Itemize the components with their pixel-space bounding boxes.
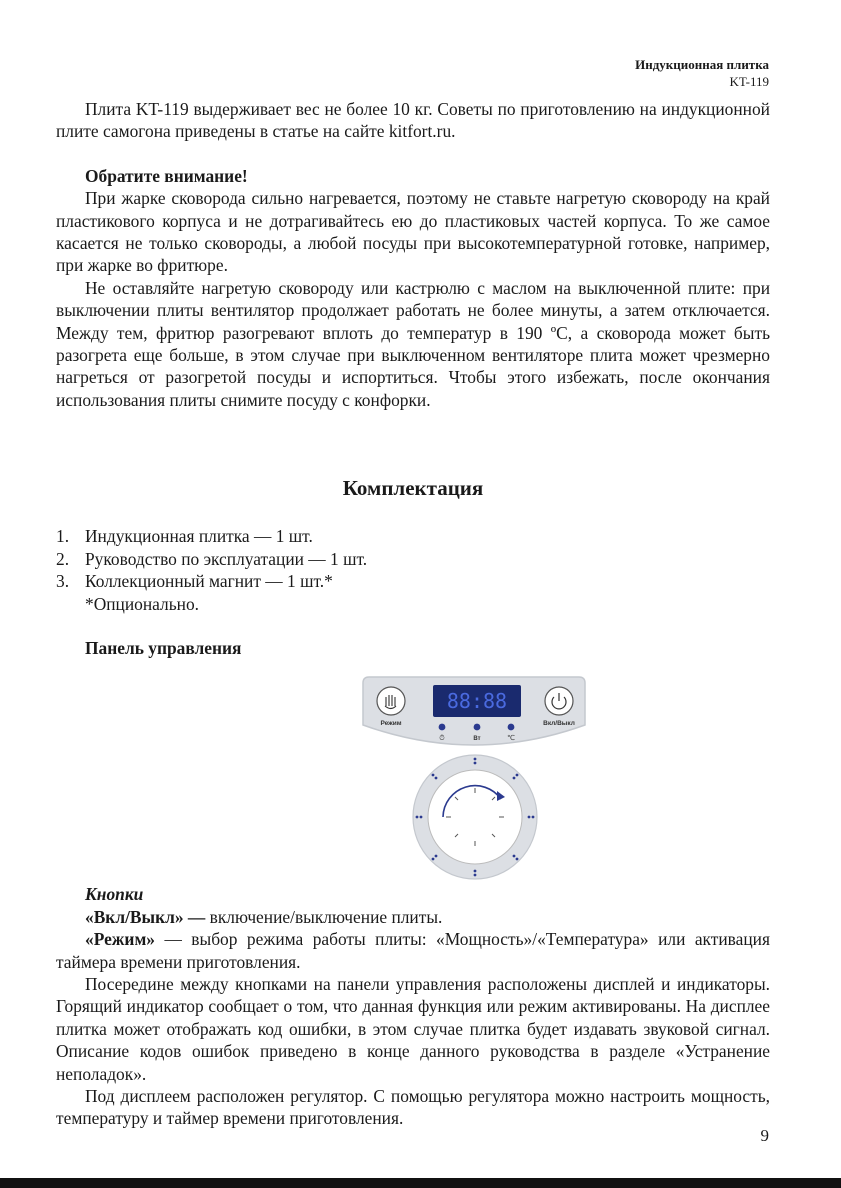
notice-paragraph-2: Не оставляйте нагретую сковороду или кастрюлю с маслом на выключенной плите: при выключении плиты вентилятор продолжает работать не более минуты, а затем отключается. Между тем, фритюр разогревают вплоть до температур в 190 ºС, а сковорода может быть разогрета еще больше, в этом случае при выключенном вентиляторе плита может чрезмерно нагреться от разогретой посуды и испортиться. Чтобы этого избежать, после окончания использования плиты снимите посуду с конфорки. [56, 277, 770, 410]
notice-heading: Обратите внимание! [85, 165, 248, 186]
buttons-mode-paragraph [56, 928, 770, 973]
timer-indicator-label: ⏱ [439, 734, 445, 743]
list-item-text: Руководство по эксплуатации — 1 шт. [85, 548, 368, 569]
list-item [56, 525, 770, 547]
page-content [56, 98, 770, 1130]
list-item [56, 548, 770, 570]
temperature-indicator-label: ℃ [507, 734, 515, 743]
buttons-paragraph-4: Под дисплеем расположен регулятор. С помощью регулятора можно настроить мощность, температуру и таймер времени приготовления. [56, 1085, 770, 1129]
footer-bar [0, 1178, 841, 1188]
page-number: 9 [760, 1126, 769, 1145]
list-item-text: Индукционная плитка — 1 шт. [85, 526, 313, 547]
power-button-name: «Вкл/Выкл» — [85, 906, 206, 927]
mode-button-name: «Режим» [85, 929, 155, 950]
list-item-number: 2. [56, 548, 70, 569]
kit-footnote: *Опционально. [85, 593, 200, 614]
regulator-knob[interactable] [411, 753, 539, 881]
notice-paragraph-1: При жарке сковорода сильно нагревается, поэтому не ставьте нагретую сковороду на край пластикового корпуса и не дотрагивайтесь ею до пластиковых частей корпуса. То же самое касается не только сковороды, а любой посуды при высокотемпературной готовке, например, при жарке во фритюре. [56, 188, 770, 276]
kit-heading: Комплектация [342, 476, 484, 501]
power-button-label: Вкл/Выкл [543, 720, 575, 728]
control-panel-figure [56, 673, 770, 883]
intro-paragraph: Плита KT-119 выдерживает вес не более 10 кг. Советы по приготовлению на индукционной плите самогона приведены в статье на сайте kitfort.ru. [56, 99, 770, 142]
panel-heading: Панель управления [85, 637, 242, 658]
buttons-power-paragraph [56, 906, 770, 928]
header-title: Индукционная плитка [635, 57, 769, 72]
mode-button-desc: — выбор режима работы плиты: «Мощность»/«Температура» или активация таймера времени приготовления. [56, 929, 770, 972]
mode-button[interactable] [377, 687, 405, 727]
list-item-number: 1. [56, 526, 70, 547]
power-indicator-label: Вт [473, 736, 481, 743]
mode-button-label: Режим [380, 720, 402, 728]
buttons-heading: Кнопки [85, 884, 144, 905]
list-item-text: Коллекционный магнит — 1 шт.* [85, 571, 333, 592]
kit-list [56, 525, 770, 592]
list-item-number: 3. [56, 571, 70, 592]
header-model: KT-119 [729, 74, 769, 89]
power-button[interactable] [543, 687, 575, 727]
display-digits: 88:88 [446, 689, 508, 714]
control-panel-illustration [361, 673, 587, 753]
buttons-paragraph-3: Посередине между кнопками на панели управления расположены дисплей и индикаторы. Горящий индикатор сообщает о том, что данная функция или режим активированы. На дисплее плитка может отображать код ошибки, в этом случае плитка будет издавать звуковой сигнал. Описание кодов ошибок приведено в конце данного руководства в разделе «Устранение неполадок». [56, 973, 770, 1084]
running-header [635, 56, 769, 90]
list-item [56, 570, 770, 592]
power-button-desc: включение/выключение плиты. [205, 906, 443, 927]
